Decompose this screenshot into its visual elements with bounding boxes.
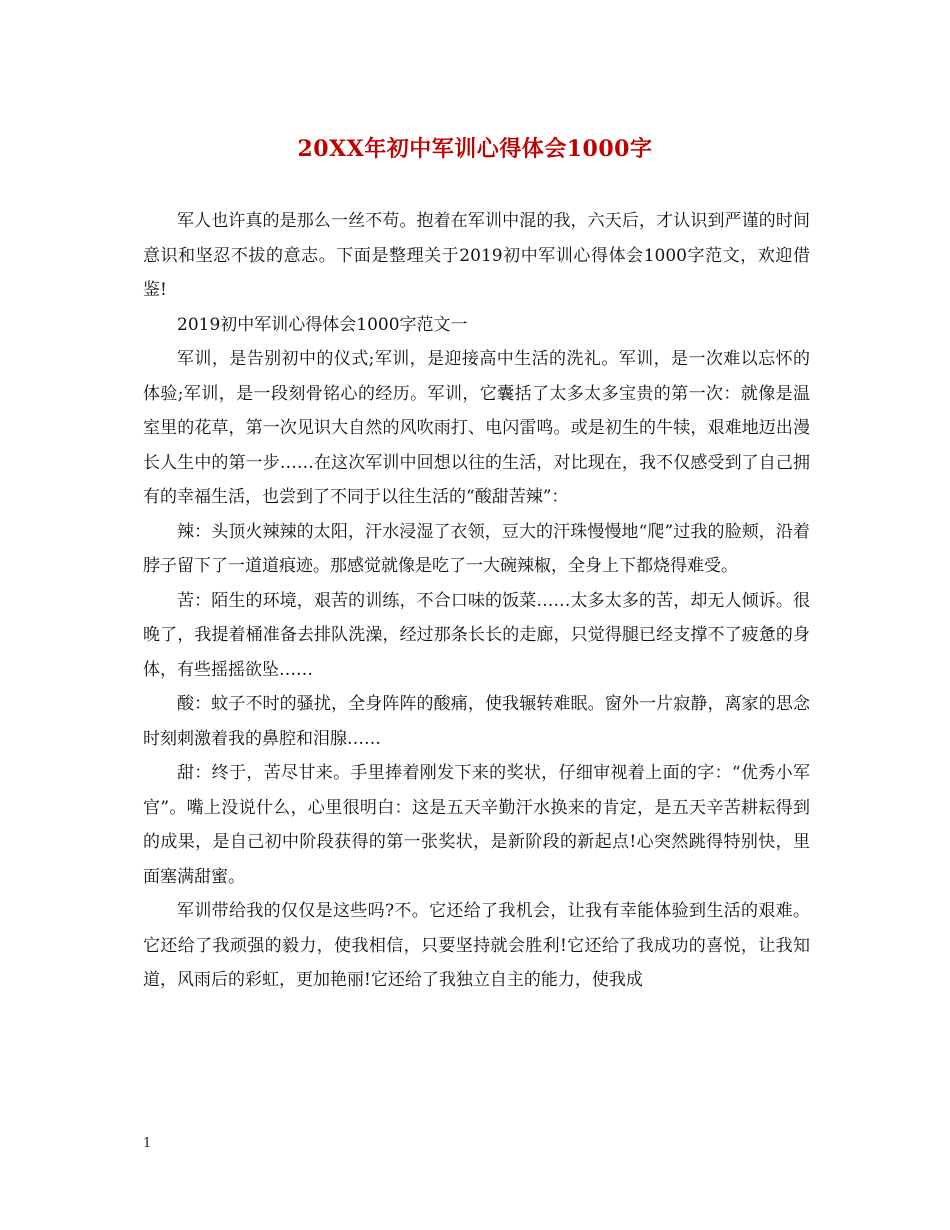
paragraph-intro: 军人也许真的是那么一丝不苟。抱着在军训中混的我，六天后，才认识到严谨的时间意识和坚忍不拔的意志。下面是整理关于2019初中军训心得体会1000字范文，欢迎借鉴!: [143, 211, 810, 300]
paragraph-bitter: 苦：陌生的环境，艰苦的训练，不合口味的饭菜……太多太多的苦，却无人倾诉。很晚了，我提着桶准备去排队洗澡，经过那条长长的走廊，只觉得腿已经支撑不了疲惫的身体，有些摇摇欲坠……: [143, 590, 810, 680]
page-number: 1: [143, 1136, 152, 1151]
paragraph-sour: 酸：蚊子不时的骚扰，全身阵阵的酸痛，使我辗转难眠。窗外一片寂静，离家的思念时刻刺激着我的鼻腔和泪腺……: [143, 694, 810, 749]
paragraph-spicy: 辣：头顶火辣辣的太阳，汗水浸湿了衣领，豆大的汗珠慢慢地“爬”过我的脸颊，沿着脖子留下了一道道痕迹。那感觉就像是吃了一大碗辣椒，全身上下都烧得难受。: [143, 521, 810, 576]
paragraph-military-training: 军训，是告别初中的仪式;军训，是迎接高中生活的洗礼。军训，是一次难以忘怀的体验;军训，是一段刻骨铭心的经历。军训，它囊括了太多太多宝贵的第一次：就像是温室里的花草，第一次见识大自然的风吹雨打、电闪雷鸣。或是初生的牛犊，艰难地迈出漫长人生中的第一步……在这次军训中回想以往的生活，对比现在，我不仅感受到了自己拥有的幸福生活，也尝到了不同于以往生活的“酸甜苦辣”：: [143, 349, 810, 507]
document-title: 20XX年初中军训心得体会1000字: [297, 136, 653, 162]
paragraph-conclusion: 军训带给我的仅仅是这些吗?不。它还给了我机会，让我有幸能体验到生活的艰难。它还给了我顽强的毅力，使我相信，只要坚持就会胜利!它还给了我成功的喜悦，让我知道，风雨后的彩虹，更加艳丽!它还给了我独立自主的能力，使我成: [143, 901, 810, 990]
document-body: [143, 204, 810, 998]
paragraph-section-heading: 2019初中军训心得体会1000字范文一: [177, 314, 468, 335]
paragraph-sweet: 甜：终于，苦尽甘来。手里捧着刚发下来的奖状，仔细审视着上面的字：“优秀小军官”。嘴上没说什么，心里很明白：这是五天辛勤汗水换来的肯定，是五天辛苦耕耘得到的成果，是自己初中阶段获得的第一张奖状，是新阶段的新起点!心突然跳得特别快，里面塞满甜蜜。: [143, 763, 810, 887]
